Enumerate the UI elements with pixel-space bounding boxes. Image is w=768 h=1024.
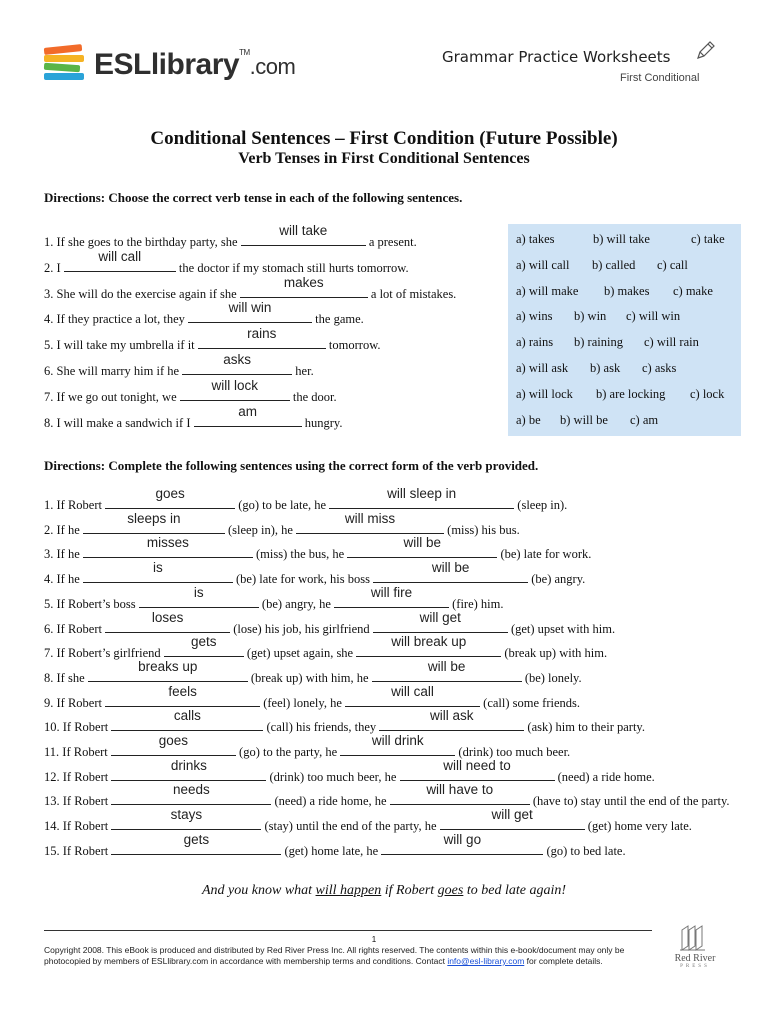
sentence-number: 2. xyxy=(44,522,54,537)
answer-blank-2[interactable] xyxy=(373,609,508,633)
question-text-end: a lot of mistakes. xyxy=(370,286,457,301)
answer-blank-1[interactable] xyxy=(111,733,236,756)
option-choice[interactable]: b) makes xyxy=(604,283,650,298)
option-choice[interactable]: b) will take xyxy=(593,232,650,246)
email-link[interactable]: info@esl-library.com xyxy=(447,956,525,966)
answer-text: will take xyxy=(279,223,328,238)
verb-hint-2: (miss) his bus. xyxy=(447,522,520,537)
sentence-start: If Robert xyxy=(56,498,102,512)
verb-hint-1: (drink) too much beer, he xyxy=(269,769,397,784)
verb-hint-1: (go) to the party, he xyxy=(239,745,338,759)
answer-text-1: breaks up xyxy=(138,658,198,674)
answer-blank-1[interactable] xyxy=(105,609,230,633)
footer-divider xyxy=(44,930,652,931)
answer-text-1: gets xyxy=(183,831,210,847)
answer-blank-2[interactable] xyxy=(379,708,524,731)
sentence-number: 11. xyxy=(44,745,60,759)
sentence-number: 9. xyxy=(44,695,54,710)
option-choice[interactable]: b) called xyxy=(592,257,636,272)
question-number: 3. xyxy=(44,286,54,301)
option-choice[interactable]: a) will make xyxy=(516,283,579,298)
question-text-end: the game. xyxy=(315,312,364,327)
question-text-end: her. xyxy=(295,364,314,378)
sentence-start: If Robert xyxy=(62,794,109,809)
sentence-number: 7. xyxy=(44,646,54,661)
header-title: Grammar Practice Worksheets xyxy=(442,48,671,66)
verb-hint-2: (ask) him to their party. xyxy=(527,720,645,735)
answer-text: will win xyxy=(228,300,272,316)
sentence-start: If Robert xyxy=(62,720,109,735)
answer-blank-2[interactable] xyxy=(340,733,455,756)
option-choice[interactable]: a) rains xyxy=(516,335,554,350)
sentence-row xyxy=(44,831,626,861)
sentence-start: If Robert xyxy=(56,695,102,710)
answer-text-2: will go xyxy=(443,831,482,847)
verb-hint-1: (sleep in), he xyxy=(228,522,293,537)
answer-text-2: will ask xyxy=(430,708,474,724)
verb-hint-1: (break up) with him, he xyxy=(250,670,369,685)
verb-hint-2: (break up) with him. xyxy=(504,646,608,661)
answer-blank-2[interactable] xyxy=(356,634,501,657)
sentence-number: 4. xyxy=(44,572,54,587)
red-river-press-logo xyxy=(664,922,726,972)
question-number: 5. xyxy=(44,338,54,353)
answer-blank[interactable] xyxy=(188,300,312,323)
section2-directions: Directions: Complete the following sentences using the correct form of the verb provided. xyxy=(44,458,539,473)
option-choice[interactable]: b) raining xyxy=(574,335,623,350)
answer-text-2: will have to xyxy=(426,782,494,798)
answer-blank-2[interactable] xyxy=(329,486,514,509)
sentence-row xyxy=(44,560,586,589)
copyright-text: Copyright 2008. This eBook is produced and distributed by Red River Press Inc. All rights reserved. The contents within this e-book/document may only be photocopied by members of ESLlibrary.com in accordance with membership terms and conditions. Contact info@esl-library.com for complete details. xyxy=(44,945,625,966)
verb-hint-2: (go) to bed late. xyxy=(546,843,626,858)
option-choice[interactable]: a) will call xyxy=(516,257,570,272)
option-choice[interactable]: a) wins xyxy=(516,309,553,324)
answer-blank-2[interactable] xyxy=(345,683,480,707)
answer-blank-1[interactable] xyxy=(111,757,266,781)
answer-text-1: gets xyxy=(191,634,217,650)
red-river-press: PRESS xyxy=(680,964,710,969)
verb-hint-1: (feel) lonely, he xyxy=(263,695,342,710)
sentence-number: 1. xyxy=(44,498,54,512)
verb-hint-2: (be) late for work. xyxy=(500,547,592,562)
verb-hint-1: (miss) the bus, he xyxy=(256,547,345,562)
question-text-end: tomorrow. xyxy=(328,338,381,353)
answer-blank-1[interactable] xyxy=(111,708,263,731)
answer-text-1: loses xyxy=(151,609,184,625)
verb-hint-1: (get) upset again, she xyxy=(246,646,354,661)
red-river-name: Red River xyxy=(674,953,716,964)
answer-text-2: will get xyxy=(491,807,533,823)
option-choice[interactable]: a) will ask xyxy=(516,361,569,375)
verb-hint-2: (drink) too much beer. xyxy=(458,745,571,759)
answer-blank-1[interactable] xyxy=(111,831,281,855)
answer-text-2: will call xyxy=(391,683,434,699)
page-title: Conditional Sentences – First Condition (Future Possible) xyxy=(150,128,618,149)
answer-blank-1[interactable] xyxy=(83,510,225,534)
sentence-start: If Robert xyxy=(62,745,108,759)
sentence-start: If he xyxy=(56,522,80,537)
answer-text-2: will need to xyxy=(443,757,511,773)
answer-blank-2[interactable] xyxy=(372,658,522,682)
answer-blank[interactable] xyxy=(240,274,368,298)
sentence-start: If Robert xyxy=(62,819,109,834)
answer-text: will call xyxy=(98,248,142,264)
option-choice[interactable]: c) call xyxy=(657,257,688,272)
choices-panel xyxy=(508,224,741,436)
answer-text-1: stays xyxy=(170,807,203,823)
answer-blank-1[interactable] xyxy=(83,535,253,558)
verb-hint-2: (have to) stay until the end of the party. xyxy=(532,794,730,809)
verb-hint-2: (be) angry. xyxy=(531,572,586,587)
sentence-start: If Robert’s girlfriend xyxy=(56,646,161,661)
answer-text: rains xyxy=(247,326,277,342)
page-subtitle: Verb Tenses in First Conditional Sentences xyxy=(238,150,530,167)
verb-hint-1: (lose) his job, his girlfriend xyxy=(233,621,370,636)
closing-will-happen: will happen xyxy=(315,883,382,898)
option-choice[interactable]: b) will be xyxy=(560,412,608,427)
question-number: 1. xyxy=(44,235,54,249)
answer-text-2: will sleep in xyxy=(387,486,457,501)
answer-text-2: will break up xyxy=(391,634,467,650)
answer-text: makes xyxy=(283,274,324,290)
answer-text-2: will drink xyxy=(371,733,424,748)
answer-text-2: will miss xyxy=(344,510,396,526)
sentence-number: 10. xyxy=(44,720,60,735)
sentence-start: If he xyxy=(56,572,80,587)
answer-blank-1[interactable] xyxy=(164,634,244,657)
answer-blank-1[interactable] xyxy=(139,584,259,608)
answer-text-1: calls xyxy=(173,708,201,724)
question-text: She will do the exercise again if she xyxy=(56,286,237,301)
answer-blank-2[interactable] xyxy=(440,807,585,830)
header-subtitle: First Conditional xyxy=(620,72,700,84)
sentence-number: 15. xyxy=(44,843,60,858)
answer-text-1: feels xyxy=(168,683,197,699)
option-choice[interactable]: b) ask xyxy=(590,361,621,375)
question-text: I xyxy=(56,260,61,275)
question-text: If we go out tonight, we xyxy=(56,389,177,404)
answer-text-1: is xyxy=(193,584,204,600)
answer-text: will lock xyxy=(211,377,258,393)
answer-text-1: misses xyxy=(146,535,189,551)
sentence-number: 3. xyxy=(44,547,54,562)
option-choice[interactable]: a) takes xyxy=(516,232,555,246)
verb-hint-2: (need) a ride home. xyxy=(557,769,655,784)
verb-hint-2: (fire) him. xyxy=(452,596,504,611)
sentence-start: If Robert’s boss xyxy=(56,596,136,611)
answer-blank[interactable] xyxy=(180,377,290,401)
verb-hint-1: (be) angry, he xyxy=(261,596,331,611)
answer-blank-2[interactable] xyxy=(347,535,497,558)
answer-blank-1[interactable] xyxy=(105,486,235,509)
question-text-end: a present. xyxy=(368,235,417,249)
verb-hint-1: (stay) until the end of the party, he xyxy=(264,819,437,834)
sentence-start: If Robert xyxy=(62,843,109,858)
page-number: 1 xyxy=(371,935,377,944)
answer-text-1: drinks xyxy=(170,757,207,773)
answer-blank-2[interactable] xyxy=(400,757,555,781)
question-text-end: the door. xyxy=(292,389,337,404)
sentence-start: If he xyxy=(56,547,80,562)
sentence-number: 6. xyxy=(44,621,54,636)
sentence-number: 8. xyxy=(44,670,54,685)
answer-text-2: will be xyxy=(427,658,466,674)
verb-hint-1: (be) late for work, his boss xyxy=(236,572,370,587)
question-number: 7. xyxy=(44,389,54,404)
question-row xyxy=(44,403,343,433)
option-choice[interactable]: b) win xyxy=(574,309,607,324)
sentence-start: If Robert xyxy=(62,769,109,784)
sentence-number: 12. xyxy=(44,769,60,784)
answer-blank-2[interactable] xyxy=(390,782,530,805)
option-choice[interactable]: c) take xyxy=(691,232,725,246)
verb-hint-2: (sleep in). xyxy=(517,498,568,512)
option-choice[interactable]: a) be xyxy=(516,412,541,427)
option-choice[interactable]: c) am xyxy=(630,412,659,427)
question-number: 6. xyxy=(44,364,54,378)
verb-hint-2: (get) home very late. xyxy=(587,819,692,834)
verb-hint-1: (go) to be late, he xyxy=(238,498,327,512)
option-choice[interactable]: c) asks xyxy=(642,361,677,375)
answer-blank-1[interactable] xyxy=(105,683,260,707)
question-number: 2. xyxy=(44,260,54,275)
answer-blank-2[interactable] xyxy=(381,831,543,855)
answer-text-1: goes xyxy=(158,733,189,748)
closing-goes: goes xyxy=(437,883,464,898)
sentence-number: 13. xyxy=(44,794,60,809)
verb-hint-2: (call) some friends. xyxy=(483,695,580,710)
answer-blank-1[interactable] xyxy=(83,560,233,583)
esl-library-logo xyxy=(44,44,296,92)
sentence-number: 14. xyxy=(44,819,60,834)
sentence-start: If she xyxy=(56,670,85,685)
question-text: I will take my umbrella if it xyxy=(56,338,195,353)
answer-blank[interactable] xyxy=(198,326,326,349)
answer-text: asks xyxy=(223,352,252,367)
answer-text-1: needs xyxy=(172,782,210,798)
verb-hint-1: (need) a ride home, he xyxy=(274,794,387,809)
section1-directions: Directions: Choose the correct verb tense in each of the following sentences. xyxy=(44,190,463,205)
answer-text-2: will be xyxy=(403,535,442,551)
books-icon xyxy=(678,922,708,952)
sentence-number: 5. xyxy=(44,596,54,611)
answer-text-2: will get xyxy=(419,609,461,625)
option-choice[interactable]: c) will win xyxy=(626,309,681,324)
option-choice[interactable]: c) make xyxy=(673,283,713,298)
answer-text-1: goes xyxy=(155,486,185,501)
sentence-start: If Robert xyxy=(56,621,102,636)
closing-line: And you know what will happen if Robert goes to bed late again! xyxy=(202,883,566,898)
pencil-icon xyxy=(694,40,716,62)
question-text: If they practice a lot, they xyxy=(56,312,185,327)
question-text: I will make a sandwich if I xyxy=(56,415,191,430)
question-number: 4. xyxy=(44,312,54,327)
question-text-end: the doctor if my stomach still hurts tomorrow. xyxy=(178,260,409,275)
answer-text: am xyxy=(238,403,257,419)
question-text: She will marry him if he xyxy=(56,364,180,378)
answer-blank-2[interactable] xyxy=(334,584,449,608)
answer-text-1: sleeps in xyxy=(127,510,181,526)
answer-blank[interactable] xyxy=(64,248,176,272)
answer-blank[interactable] xyxy=(182,352,292,375)
option-choice[interactable]: b) are locking xyxy=(596,386,666,401)
verb-hint-1: (call) his friends, they xyxy=(266,720,377,735)
option-choice[interactable]: a) will lock xyxy=(516,386,573,401)
question-number: 8. xyxy=(44,415,54,430)
answer-blank[interactable] xyxy=(194,403,302,427)
option-choice[interactable]: c) will rain xyxy=(644,335,699,350)
option-choice[interactable]: c) lock xyxy=(690,386,725,401)
answer-blank-2[interactable] xyxy=(296,510,444,534)
answer-text-1: is xyxy=(153,560,163,576)
books-logo-icon xyxy=(44,46,90,86)
question-text: If she goes to the birthday party, she xyxy=(56,235,238,249)
answer-blank[interactable] xyxy=(241,223,366,246)
answer-text-2: will be xyxy=(431,560,470,576)
sentence-row xyxy=(44,609,616,639)
verb-hint-2: (get) upset with him. xyxy=(510,621,616,636)
logo-text: ESLlibrary™.com xyxy=(94,48,296,81)
answer-text-2: will fire xyxy=(370,584,413,600)
answer-blank-1[interactable] xyxy=(88,658,248,682)
question-text-end: hungry. xyxy=(304,415,343,430)
verb-hint-2: (be) lonely. xyxy=(524,670,582,685)
answer-blank-1[interactable] xyxy=(111,807,261,830)
answer-blank-2[interactable] xyxy=(373,560,528,583)
verb-hint-1: (get) home late, he xyxy=(284,843,379,858)
answer-blank-1[interactable] xyxy=(111,782,271,805)
